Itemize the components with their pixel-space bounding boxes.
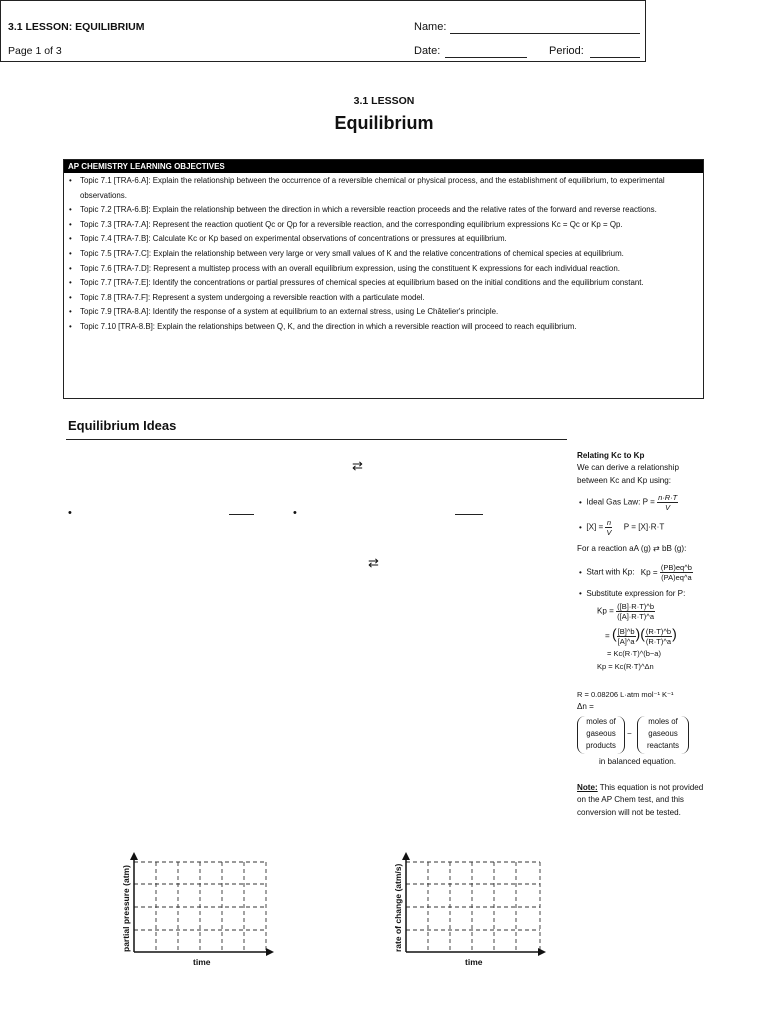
bullet-icon: • <box>68 507 72 519</box>
delta-n-footer: in balanced equation. <box>599 756 676 766</box>
sub-lhs: Kp = <box>597 607 614 617</box>
ideal-gas-label: Ideal Gas Law: P = <box>586 497 655 507</box>
reactants-group <box>637 716 689 754</box>
conc-denominator: V <box>606 527 612 537</box>
kp-lhs: Kp = <box>640 567 658 577</box>
lesson-label: 3.1 LESSON: EQUILIBRIUM <box>8 21 145 33</box>
split-fraction-1 <box>617 627 636 646</box>
objective-item: • Topic 7.5 [TRA-7.C]: Explain the relationship between very large or very small values of K and the relative concentrations of chemical species at equilibrium. <box>64 247 699 262</box>
sub-fraction <box>616 602 655 621</box>
kp-denominator: (PA)eq^a <box>661 573 692 583</box>
page-title: Equilibrium <box>334 113 434 133</box>
sub-denominator: ([A]·R·T)^a <box>617 612 654 622</box>
ideal-gas-numerator: n·R·T <box>658 492 678 502</box>
concentration-line: • [X] = $\frac{n}{V}$ P = [X]·R·T <box>579 517 665 537</box>
date-field[interactable] <box>445 46 527 58</box>
objective-item: • Topic 7.7 [TRA-7.E]: Identify the concentrations or partial pressures of chemical species at equilibrium based on the initial conditions and the equilibrium constant. <box>64 276 699 291</box>
step3: = Kc(R·T)^(b−a) <box>607 649 661 659</box>
products-line: products <box>586 740 616 750</box>
objective-item: • Topic 7.1 [TRA-6.A]: Explain the relationship between the occurrence of a reversible chemical or physical process, and the establishment of equilibrium, to experimental observations. <box>64 174 699 203</box>
conc-numerator: n <box>606 517 612 527</box>
products-line: gaseous <box>586 728 616 738</box>
reactants-line: reactants <box>646 740 680 750</box>
sidebar-heading: Relating Kc to Kp <box>577 451 645 460</box>
graph-grid <box>406 862 540 952</box>
worksheet-header <box>0 0 646 62</box>
page-label: Page 1 of 3 <box>8 45 62 57</box>
lesson-kicker: 3.1 LESSON <box>353 95 415 107</box>
start-label: Start with Kp: <box>586 567 635 577</box>
minus-sign: − <box>627 728 632 738</box>
start-line: • Start with Kp: Kp = $\frac{(PB)eq\^{}b}{(PA)eq\^{}a}$ <box>579 563 692 583</box>
kp-numerator: (PB)eq^b <box>660 563 692 573</box>
period-field[interactable] <box>590 46 640 58</box>
delta-n-expression <box>577 716 707 756</box>
objective-item: • Topic 7.6 [TRA-7.D]: Represent a multistep process with an overall equilibrium expression, using the constituent K expressions for each individual reaction. <box>64 262 699 277</box>
reactants-line: moles of <box>648 716 678 726</box>
partial-pressure-graph <box>118 852 278 972</box>
substitute-expr <box>597 602 707 621</box>
section-heading: Equilibrium Ideas <box>68 418 177 433</box>
products-group <box>577 716 625 754</box>
objectives-list <box>64 174 703 335</box>
equilibrium-arrow-icon: ⇄ <box>368 555 379 570</box>
delta-n-label: Δn = <box>577 702 594 712</box>
blank-line[interactable] <box>455 514 483 515</box>
ideal-gas-line: • Ideal Gas Law: P = $\frac{n\cdot R\cdot T}{V}$ <box>579 492 678 512</box>
blank-line[interactable] <box>229 514 254 515</box>
reactants-line: gaseous <box>648 728 678 738</box>
bullet-icon: • <box>293 507 297 519</box>
section-rule <box>66 439 567 440</box>
graph-grid <box>134 862 266 952</box>
split-den-2: (R·T)^a <box>645 637 672 647</box>
note <box>577 782 707 819</box>
step4: Kp = Kc(R·T)^Δn <box>597 661 654 671</box>
objective-item: • Topic 7.3 [TRA-7.A]: Represent the reaction quotient Qc or Qp for a reversible reaction, and the corresponding equilibrium expressions Kc = Qc or Kp = Qp. <box>64 218 699 233</box>
date-label: Date: <box>414 45 441 57</box>
objective-item: • Topic 7.8 [TRA-7.F]: Represent a system undergoing a reversible reaction with a particulate model. <box>64 291 699 306</box>
x-axis-label: time <box>193 957 211 967</box>
conc-lhs: [X] = <box>586 522 604 532</box>
y-axis-arrow-icon <box>402 852 410 860</box>
objective-item: • Topic 7.4 [TRA-7.B]: Calculate Kc or Kp based on experimental observations of concentrations or pressures at equilibrium. <box>64 232 699 247</box>
y-axis-arrow-icon <box>130 852 138 860</box>
objective-item: • Topic 7.9 [TRA-8.A]: Identify the response of a system at equilibrium to an external stress, using Le Châtelier's principle. <box>64 305 699 320</box>
split-expr: = ( $\frac{[B]\^{}b}{[A]\^{}a}$ )( $\frac{(R\cdot T)\^{}b}{(R\cdot T)\^{}a}$ ) <box>605 626 677 647</box>
split-den-1: [A]^a <box>617 637 635 647</box>
name-field[interactable] <box>450 22 640 34</box>
substitute-line: • Substitute expression for P: <box>579 589 686 599</box>
split-num-1: [B]^b <box>617 627 635 637</box>
period-label: Period: <box>549 45 584 57</box>
products-line: moles of <box>586 716 616 726</box>
x-axis-arrow-icon <box>266 948 274 956</box>
sidebar-intro: We can derive a relationship between Kc and Kp using: <box>577 463 679 485</box>
conc-fraction <box>605 518 612 537</box>
substitute-label: Substitute expression for P: <box>586 589 686 599</box>
x-axis-label: time <box>465 957 483 967</box>
kc-kp-sidebar <box>577 450 707 819</box>
split-fraction-2 <box>645 627 672 646</box>
rate-of-change-graph <box>390 852 550 972</box>
y-axis-label: partial pressure (atm) <box>121 865 131 952</box>
ideal-gas-fraction <box>657 493 678 512</box>
x-axis-arrow-icon <box>538 948 546 956</box>
objectives-box <box>63 159 704 399</box>
objective-item: • Topic 7.10 [TRA-8.B]: Explain the relationships between Q, K, and the direction in which a reversible reaction will proceed to reach equilibrium. <box>64 320 699 335</box>
sub-numerator: ([B]·R·T)^b <box>617 602 654 612</box>
note-label: Note: <box>577 782 598 792</box>
split-num-2: (R·T)^b <box>645 627 672 637</box>
name-label: Name: <box>414 21 447 33</box>
kp-fraction <box>660 563 693 582</box>
conc-rhs: P = [X]·R·T <box>623 522 665 532</box>
r-constant: R = 0.08206 L·atm mol⁻¹ K⁻¹ <box>577 690 674 700</box>
equilibrium-arrow-icon: ⇄ <box>352 458 363 473</box>
y-axis-label: rate of change (atm/s) <box>393 863 403 952</box>
ideal-gas-denominator: V <box>665 502 671 512</box>
objectives-heading: AP CHEMISTRY LEARNING OBJECTIVES <box>64 160 703 173</box>
reaction-line: For a reaction aA (g) ⇄ bB (g): <box>577 543 687 553</box>
note-text: This equation is not provided on the AP Chem test, and this conversion will not be tested. <box>577 782 704 817</box>
objective-item: • Topic 7.2 [TRA-6.B]: Explain the relationship between the direction in which a reversible reaction proceeds and the relative rates of the forward and reverse reactions. <box>64 203 699 218</box>
